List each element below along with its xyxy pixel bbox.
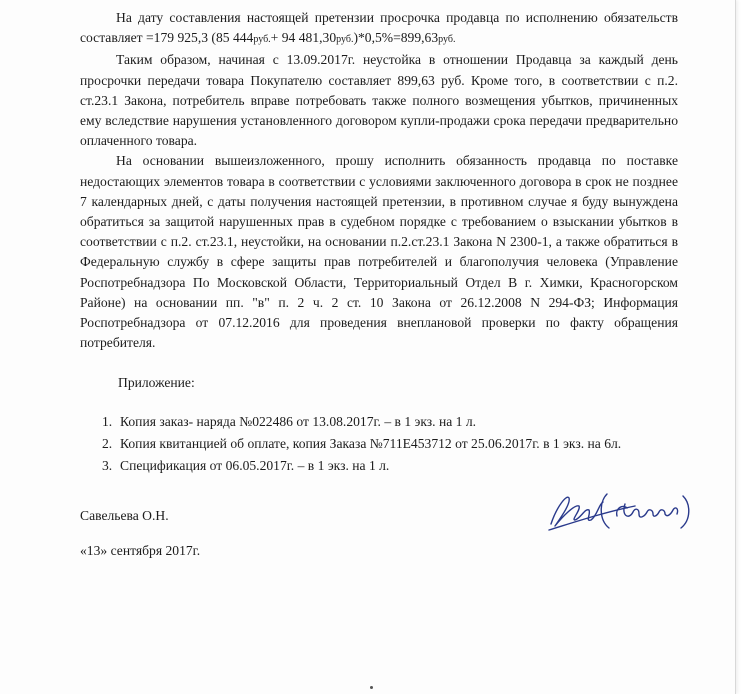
currency-label: руб. [253,34,271,46]
currency-label: руб. [438,34,456,46]
attachments-list [80,412,678,477]
scan-speck [370,686,373,689]
handwritten-signature [545,486,695,534]
attachment-item [102,456,678,476]
currency-label: руб. [336,34,354,46]
signatory-name: Савельева О.Н. [80,508,169,523]
document-body [80,8,678,478]
paragraph-overdue-amount [80,8,678,50]
paragraph-demand: На основании вышеизложенного, прошу исполнить обязанность продавца по поставке недостающих элементов товара в соответствии с условиями заключенного договора в срок не позднее 7 календарных дней, с даты получения настоящей претензии, в противном случае я буду вынуждена обратиться за защитой нарушенных прав в судебном порядке с требованием о взыскании убытков в соответствии с п.2. ст.23.1, неустойки, на основании п.2.ст.23.1 Закона N 2300-1, а также обратиться в Федеральную службу в сфере защиты прав потребителей и благополучия человека (Управление Роспотребнадзора По Московской Области, Территориальный Отдел В г. Химки, Красногорском Районе) на основании пп. "в" п. 2 ч. 2 ст. 10 Закона от 26.12.2008 N 294-ФЗ; Информация Роспотребнадзора от 07.12.2016 для проведения внеплановой проверки по факту обращения потребителя. [80,153,678,351]
attachment-text: Копия квитанцией об оплате, копия Заказа №711Е453712 от 25.06.2017г. в 1 экз. на 6л. [120,435,622,451]
attachment-item [102,412,678,432]
attachment-number: 3. [102,458,113,474]
overdue-text-start: На дату составления настоящей претензии просрочка продавца по исполнению обязательств составляет =179 925,3 (85 444 [80,10,678,46]
overdue-text-end: )*0,5%=899,63 [353,30,439,46]
attachment-number: 1. [102,413,113,429]
attachment-text: Спецификация от 06.05.2017г. – в 1 экз. на 1 л. [120,458,390,474]
attachment-item [102,434,678,454]
attachment-text: Копия заказ- наряда №022486 от 13.08.2017г. – в 1 экз. на 1 л. [120,413,477,429]
signature-date: «13» сентября 2017г. [80,543,201,558]
paragraph-penalty: Таким образом, начиная с 13.09.2017г. неустойка в отношении Продавца за каждый день просрочки передачи товара Покупателю составляет 899,63 руб. Кроме того, в соответствии с п.2. ст.23.1 Закона, потребитель вправе потребовать также полного возмещения убытков, причиненных ему вследствие нарушения установленного договором купли-продажи срока передачи предварительно оплаченного товара. [80,52,678,149]
overdue-text-middle: + 94 481,30 [270,30,337,46]
attachment-number: 2. [102,435,113,451]
attachments-title: Приложение: [118,375,195,391]
